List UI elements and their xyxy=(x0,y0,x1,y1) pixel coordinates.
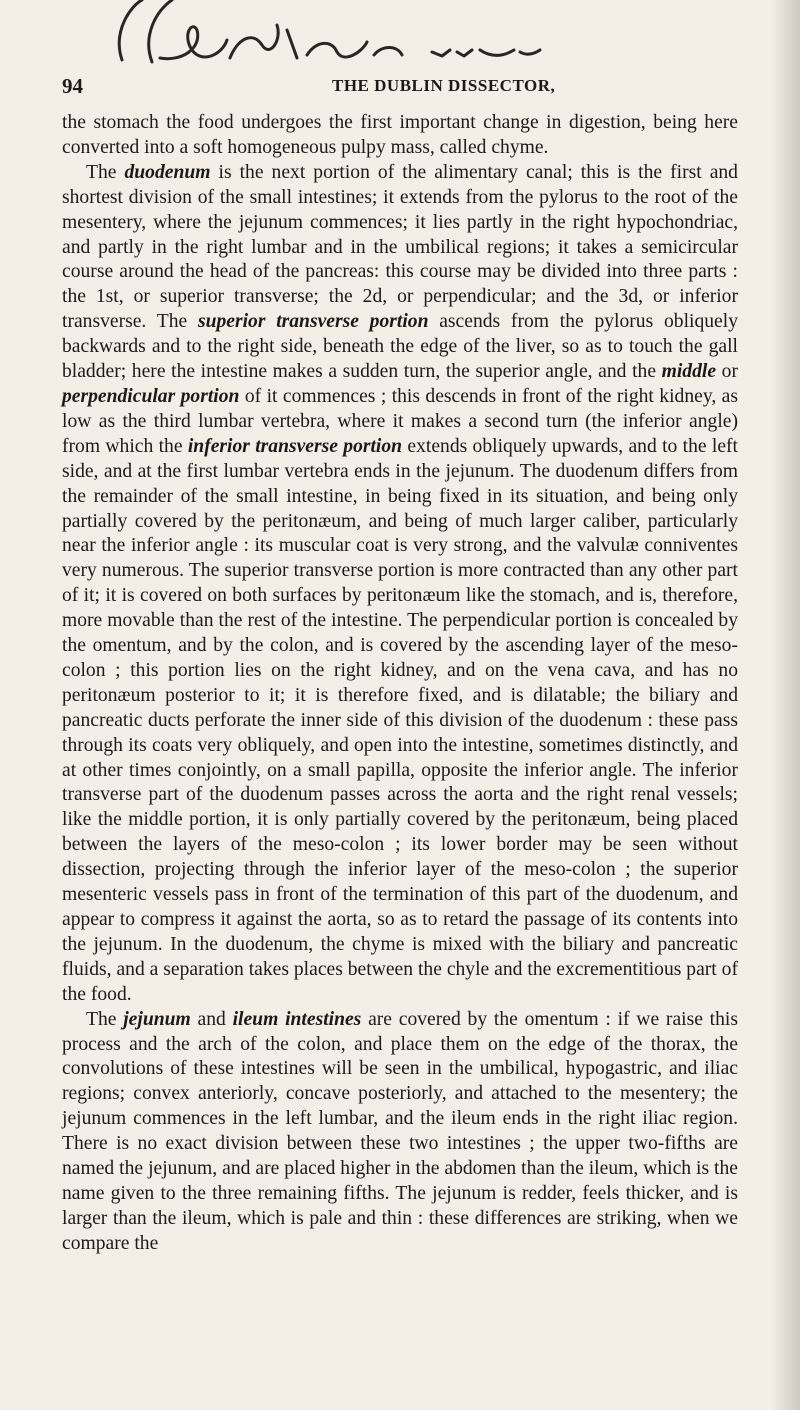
text-run: of it commences ; this descends in front of the right kidney, as low as the third lumbar vertebra, where it makes a second turn (the inferior angle) from which the xyxy=(62,385,738,457)
page-edge-shadow xyxy=(770,0,800,1410)
text-run: ascends from the pylorus obliquely backwards and to the right side, beneath the edge of the liver, so as to touch the gall bladder; here the intestine makes a sudden turn, the superior angle, and the xyxy=(62,311,738,383)
paragraph xyxy=(62,111,738,161)
handwritten-scribble xyxy=(112,0,542,70)
text-run: extends obliquely upwards, and to the left side, and at the first lumbar vertebra ends in the jejunum. The duodenum differs from the remainder of the small intestine, in being fixed in its situation, and being only partially covered by the peritonæum, and being of much larger caliber, particularly near the inferior angle : its muscular coat is very strong, and the valvulæ conniventes very numerous. The superior transverse portion is more contracted than any other part of it; it is covered on both surfaces by peritonæum like the stomach, and is, therefore, more movable than the rest of the intestine. The perpendicular portion is concealed by the omentum, and by the colon, and is covered by the ascending layer of the meso-colon ; this portion lies on the right kidney, and on the vena cava, and has no peritonæum posterior to it; it is therefore fixed, and is dilatable; the biliary and pancreatic ducts perforate the inner side of this division of the duodenum : these pass through its coats very obliquely, and open into the intestine, sometimes distinctly, and at other times conjointly, on a small papilla, opposite the inferior angle. The inferior transverse part of the duodenum passes across the aorta and the right renal vessels; like the middle portion, it is only partially covered by the peritonæum, being placed between the layers of the meso-colon ; its lower border may be seen without dissection, projecting through the inferior layer of the meso-colon ; the superior mesenteric vessels pass in front of the termination of this part of the duodenum, and appear to compress it against the aorta, so as to retard the passage of its contents into the jejunum. In the duodenum, the chyme is mixed with the biliary and pancreatic fluids, and a separation takes places between the chyle and the excrementitious part of the food. xyxy=(62,435,738,1005)
text-run: The xyxy=(86,161,125,183)
emphasized-term: ileum intestines xyxy=(232,1008,362,1030)
body-text xyxy=(62,111,738,1257)
page-header xyxy=(62,74,722,98)
emphasized-term: perpendicular portion xyxy=(62,385,240,407)
text-run: and xyxy=(190,1008,233,1030)
running-title: THE DUBLIN DISSECTOR, xyxy=(332,76,556,95)
emphasized-term: jejunum xyxy=(123,1008,191,1030)
paragraph xyxy=(62,1008,738,1257)
emphasized-term: inferior transverse portion xyxy=(187,435,403,457)
text-run: are covered by the omentum : if we raise this process and the arch of the colon, and place them on the edge of the thorax, the convolutions of these intestines will be seen in the umbilical, hypogastric, and iliac regions; convex anteriorly, concave posteriorly, and attached to the mesentery; the jejunum commences in the left lumbar, and the ileum ends in the right iliac region. There is no exact division between these two intestines ; the upper two-fifths are named the jejunum, and are placed higher in the abdomen than the ileum, which is the name given to the three remaining fifths. The jejunum is redder, feels thicker, and is larger than the ileum, which is pale and thin : these differences are striking, when we compare the xyxy=(62,1008,738,1254)
paragraph xyxy=(62,161,738,1008)
text-run: or xyxy=(716,361,738,383)
emphasized-term: superior transverse portion xyxy=(197,311,429,333)
page-number: 94 xyxy=(62,74,83,98)
text-run: the stomach the food undergoes the first important change in digestion, being here converted into a soft homogeneous pulpy mass, called chyme. xyxy=(62,112,738,158)
emphasized-term: duodenum xyxy=(124,161,211,183)
emphasized-term: middle xyxy=(661,361,717,383)
text-run: is the next portion of the alimentary canal; this is the first and shortest division of the small intestines; it extends from the pylorus to the root of the mesentery, where the jejunum commences; it lies partly in the right hypochondriac, and partly in the right lumbar and in the umbilical regions; it takes a semicircular course around the head of the pancreas: this course may be divided into three parts : the 1st, or superior transverse; the 2d, or perpendicular; and the 3d, or inferior transverse. The xyxy=(62,161,738,333)
text-run: The xyxy=(86,1008,124,1030)
